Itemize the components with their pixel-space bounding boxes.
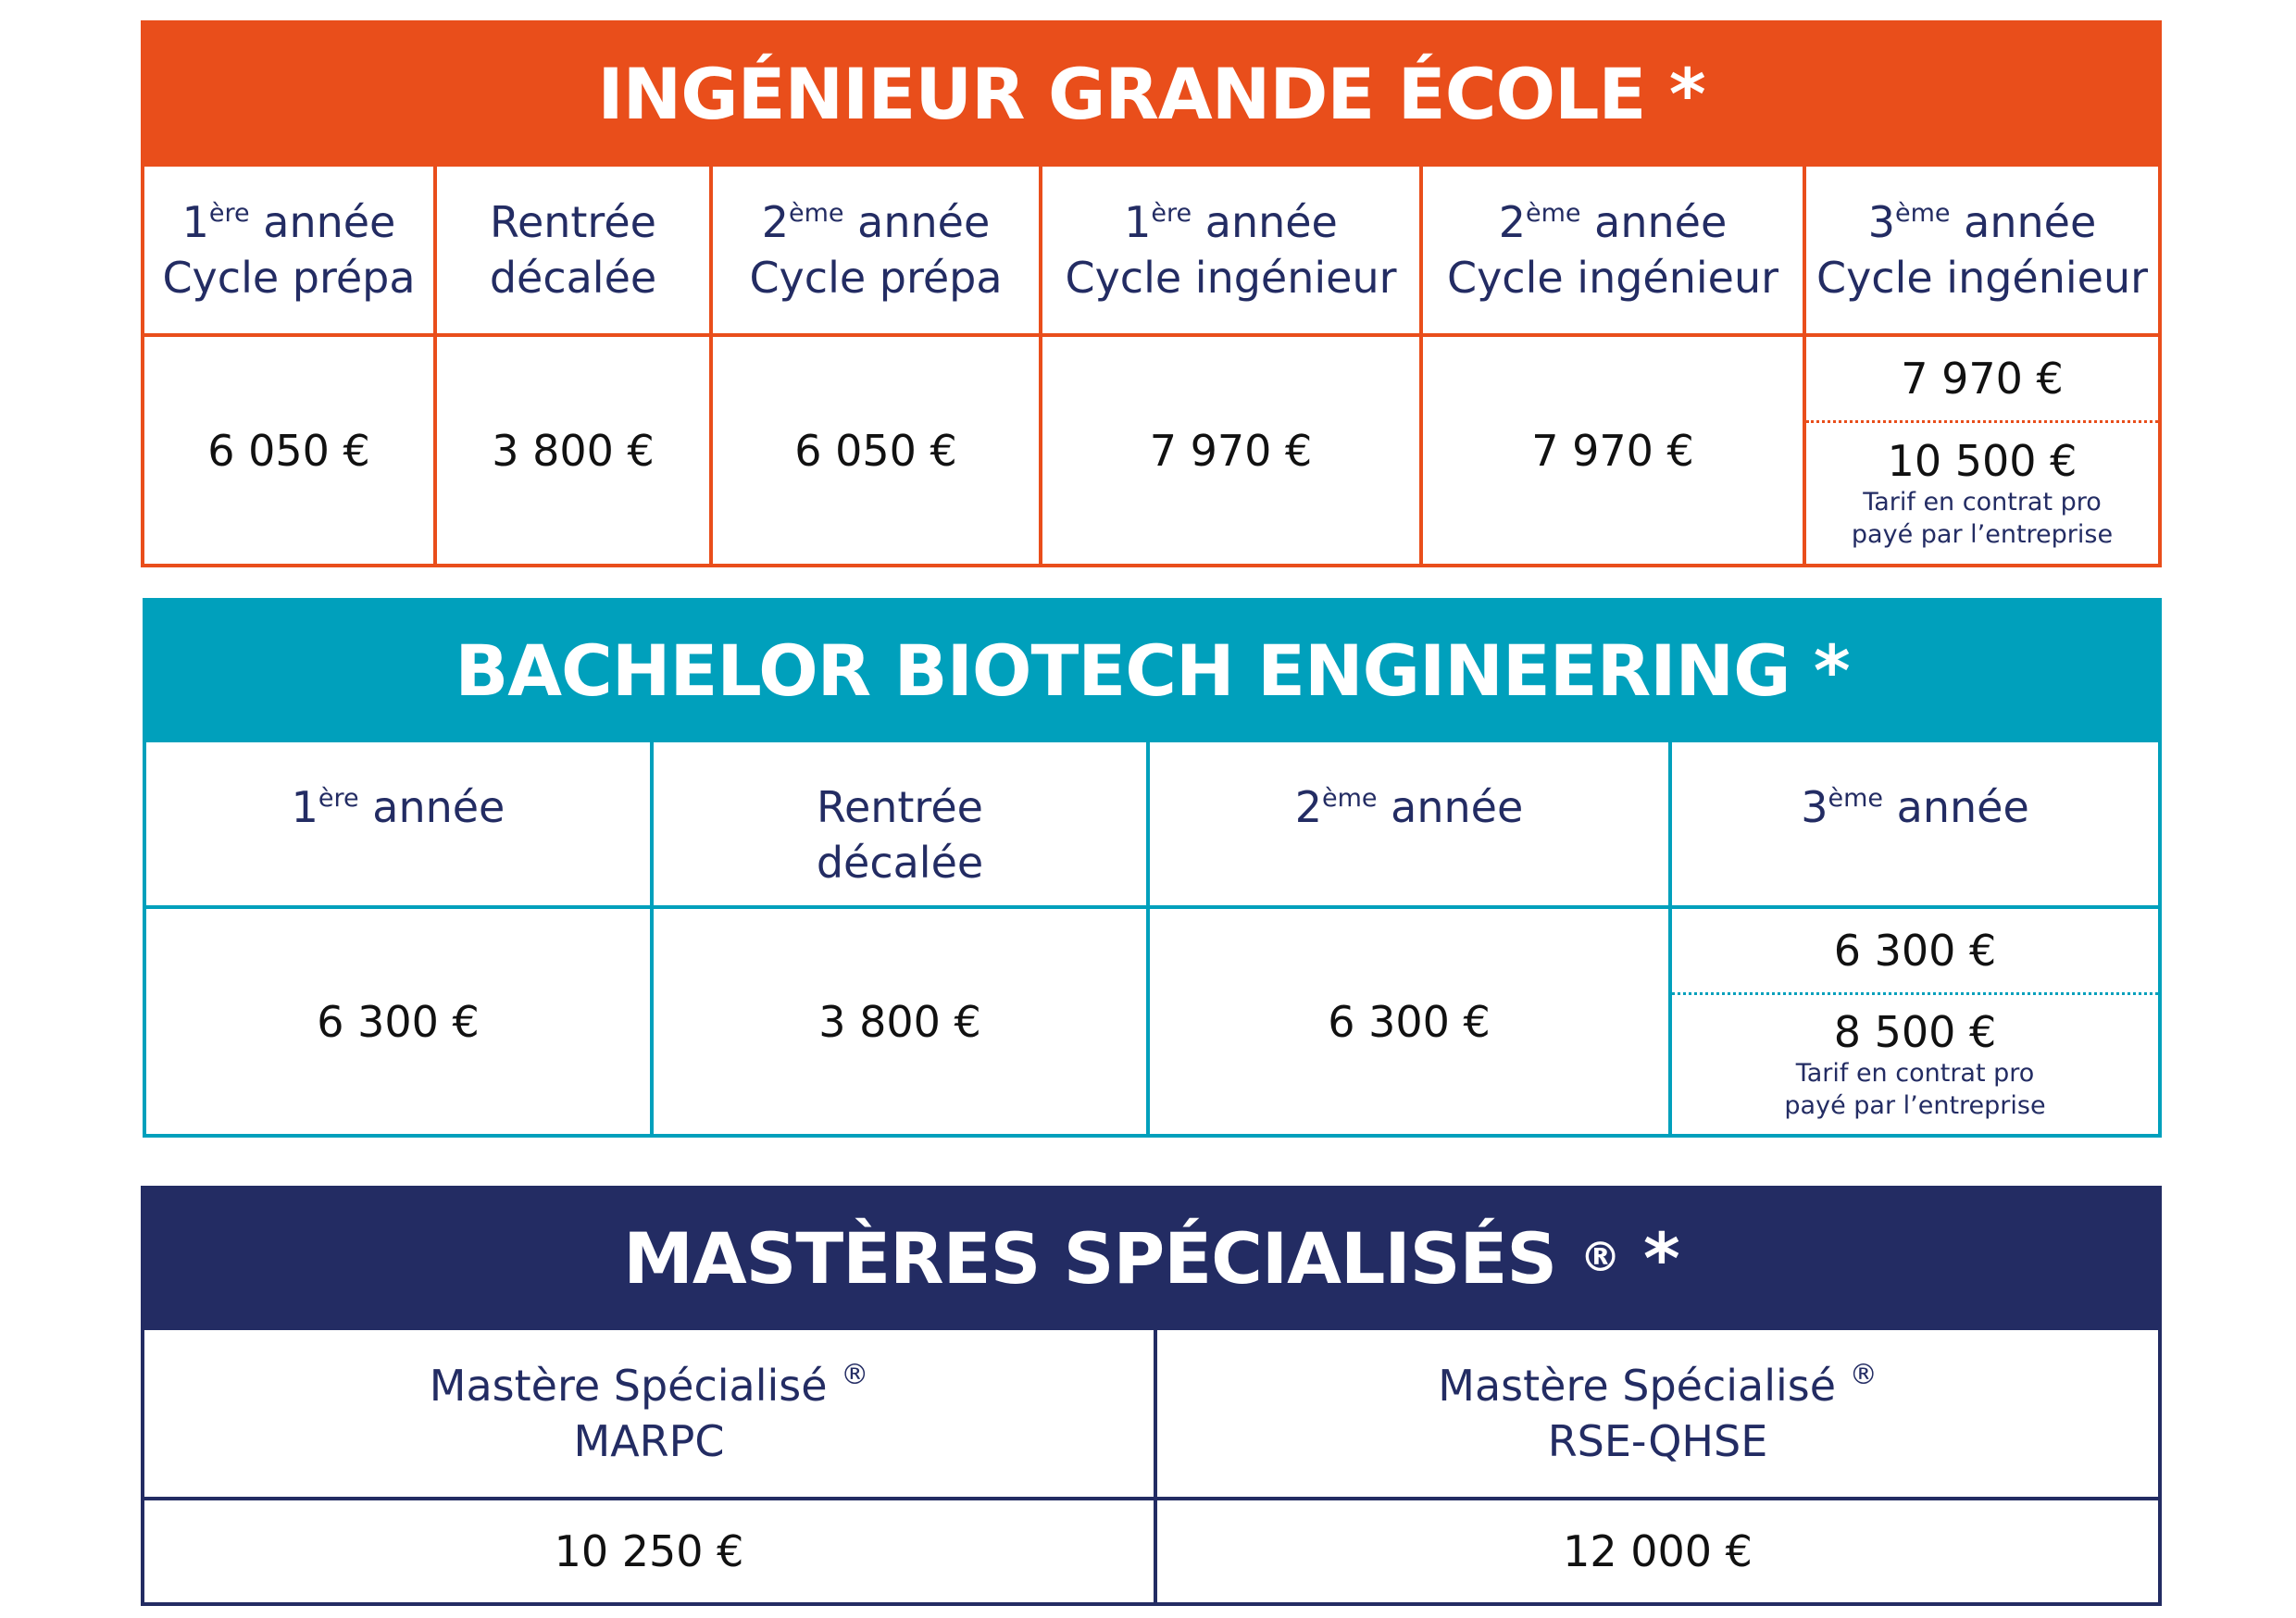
bachelor-price-4 [1672,909,2158,1134]
bachelor-price-4-contrat-pro [1672,995,2158,1134]
ingenieur-header-5: 2ème année Cycle ingénieur [1423,167,1806,333]
ingenieur-title: INGÉNIEUR GRANDE ÉCOLE * [141,20,2162,167]
bachelor-price-4-contrat-value: 8 500 € [1833,1007,1997,1057]
bachelor-price-2: 3 800 € [654,909,1150,1134]
ingenieur-price-2: 3 800 € [437,337,713,564]
bachelor-note-line2: payé par l’entreprise [1784,1091,2046,1120]
ingenieur-price-6 [1806,337,2158,564]
masteres-price-marpc: 10 250 € [144,1500,1157,1602]
ingenieur-price-4: 7 970 € [1042,337,1423,564]
bachelor-price-4-standard: 6 300 € [1672,909,2158,995]
ingenieur-price-6-contrat-value: 10 500 € [1887,436,2078,486]
masteres-header-rse-qhse: Mastère Spécialisé ® RSE-QHSE [1438,1359,1878,1466]
masteres-section [141,1186,2162,1606]
ingenieur-price-6-contrat-pro [1806,423,2158,564]
ingenieur-price-1: 6 050 € [144,337,437,564]
masteres-header-row [141,1330,2162,1500]
bachelor-header-3: 2ème année [1150,742,1672,905]
bachelor-header-1: 1ère année [146,742,654,905]
bachelor-price-row [143,909,2162,1138]
bachelor-price-3: 6 300 € [1150,909,1672,1134]
bachelor-title: BACHELOR BIOTECH ENGINEERING * [143,598,2162,742]
ingenieur-header-3: 2ème année Cycle prépa [713,167,1042,333]
ingenieur-price-3: 6 050 € [713,337,1042,564]
bachelor-price-1: 6 300 € [146,909,654,1134]
ingenieur-price-6-standard: 7 970 € [1806,337,2158,423]
masteres-price-rse-qhse: 12 000 € [1563,1526,1753,1576]
ingenieur-header-6: 3ème année Cycle ingénieur [1816,197,2149,303]
ingenieur-header-1: 1ère année Cycle prépa [144,167,437,333]
masteres-title: MASTÈRES SPÉCIALISÉS ® * [141,1186,2162,1330]
bachelor-section [143,598,2162,1138]
masteres-price-row [141,1500,2162,1606]
bachelor-header-row [143,742,2162,909]
masteres-header-marpc: Mastère Spécialisé ® MARPC [144,1330,1157,1497]
ingenieur-price-row [141,337,2162,567]
ingenieur-header-row [141,167,2162,337]
ingenieur-header-2: Rentrée décalée [437,167,713,333]
ingenieur-note-line2: payé par l’entreprise [1851,520,2114,549]
masteres-title-star: * [1643,1216,1679,1300]
ingenieur-price-5: 7 970 € [1423,337,1806,564]
bachelor-header-2: Rentrée décalée [654,742,1150,905]
ingenieur-section [141,20,2162,567]
ingenieur-note-line1: Tarif en contrat pro [1863,488,2102,517]
ingenieur-header-4: 1ère année Cycle ingénieur [1042,167,1423,333]
bachelor-note-line1: Tarif en contrat pro [1795,1059,2035,1088]
masteres-title-text: MASTÈRES SPÉCIALISÉS [623,1216,1557,1300]
bachelor-header-4: 3ème année [1801,782,2029,832]
